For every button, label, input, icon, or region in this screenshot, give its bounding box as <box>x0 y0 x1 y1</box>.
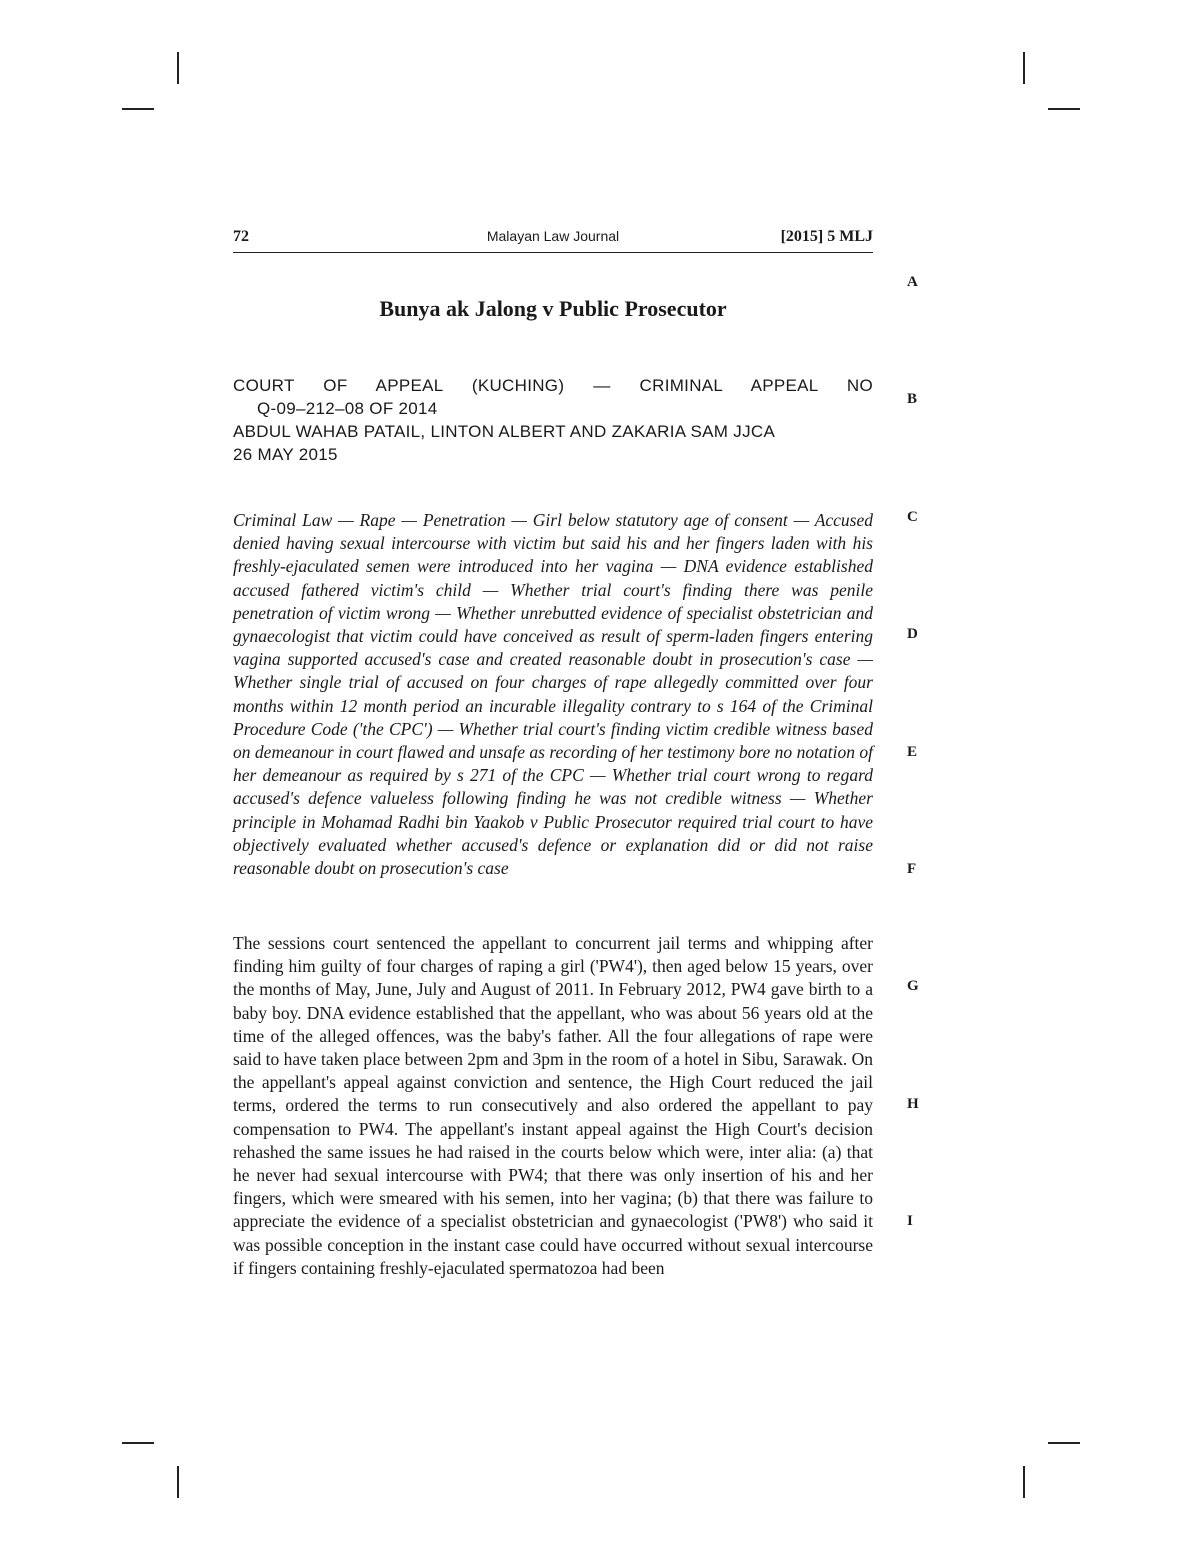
catchwords: Criminal Law — Rape — Penetration — Girl below statutory age of consent — Accused denied having sexual intercourse with victim but said his and her fingers laden with his freshly-ejaculated semen were introduced into her vagina — DNA evidence established accused fathered victim's child — Whether trial court's finding there was penile penetration of victim wrong — Whether unrebutted evidence of specialist obstetrician and gynaecologist that victim could have conceived as result of sperm-laden fingers entering vagina supported accused's case and created reasonable doubt in prosecution's case — Whether single trial of accused on four charges of rape allegedly committed over four months within 12 month period an incurable illegality contrary to s 164 of the Criminal Procedure Code ('the CPC') — Whether trial court's finding victim credible witness based on demeanour in court flawed and unsafe as recording of her testimony bore no notation of her demeanour as required by s 271 of the CPC — Whether trial court wrong to regard accused's defence valueless following finding he was not credible witness — Whether principle in Mohamad Radhi bin Yaakob v Public Prosecutor required trial court to have objectively evaluated whether accused's defence or explanation did or did not raise reasonable doubt on prosecution's case <box>233 510 873 879</box>
margin-letter: F <box>907 861 917 877</box>
margin-letter: B <box>907 391 918 407</box>
crop-mark <box>1023 52 1025 84</box>
crop-mark <box>1023 1466 1025 1498</box>
margin-letter: A <box>907 274 918 290</box>
appeal-number: Q-09–212–08 OF 2014 <box>257 399 438 418</box>
decision-date: 26 MAY 2015 <box>233 445 338 464</box>
court-info <box>233 374 873 466</box>
judges: ABDUL WAHAB PATAIL, LINTON ALBERT AND ZAKARIA SAM JJCA <box>233 422 776 441</box>
running-header <box>233 228 873 253</box>
journal-citation: [2015] 5 MLJ <box>780 228 873 245</box>
crop-mark <box>1048 1442 1080 1444</box>
crop-mark <box>122 108 154 110</box>
crop-mark <box>177 52 179 84</box>
journal-name: Malayan Law Journal <box>486 228 620 244</box>
headnote-summary: The sessions court sentenced the appellant to concurrent jail terms and whipping after finding him guilty of four charges of raping a girl ('PW4'), then aged below 15 years, over the months of May, June, July and August of 2011. In February 2012, PW4 gave birth to a baby boy. DNA evidence established that the appellant, who was about 56 years old at the time of the alleged offences, was the baby's father. All the four allegations of rape were said to have taken place between 2pm and 3pm in the room of a hotel in Sibu, Sarawak. On the appellant's appeal against conviction and sentence, the High Court reduced the jail terms, ordered the terms to run consecutively and also ordered the appellant to pay compensation to PW4. The appellant's instant appeal against the High Court's decision rehashed the same issues he had raised in the courts below which were, inter alia: (a) that he never had sexual intercourse with PW4; that there was only insertion of his and her fingers, which were smeared with his semen, into her vagina; (b) that there was failure to appreciate the evidence of a specialist obstetrician and gynaecologist ('PW8') who said it was possible conception in the instant case could have occurred without sexual intercourse if fingers containing freshly-ejaculated spermatozoa had been <box>233 933 873 1278</box>
crop-mark <box>122 1442 154 1444</box>
case-title: Bunya ak Jalong v Public Prosecutor <box>379 296 727 321</box>
court-line: COURT OF APPEAL (KUCHING) — CRIMINAL APPEAL NO <box>233 376 873 395</box>
margin-letter: H <box>907 1096 919 1112</box>
crop-mark <box>177 1466 179 1498</box>
margin-letter: E <box>907 744 918 760</box>
page-number: 72 <box>233 228 249 245</box>
margin-letter: G <box>907 978 919 994</box>
margin-letter: C <box>907 509 918 525</box>
margin-letter: I <box>907 1213 913 1229</box>
crop-mark <box>1048 108 1080 110</box>
margin-letter: D <box>907 626 918 642</box>
